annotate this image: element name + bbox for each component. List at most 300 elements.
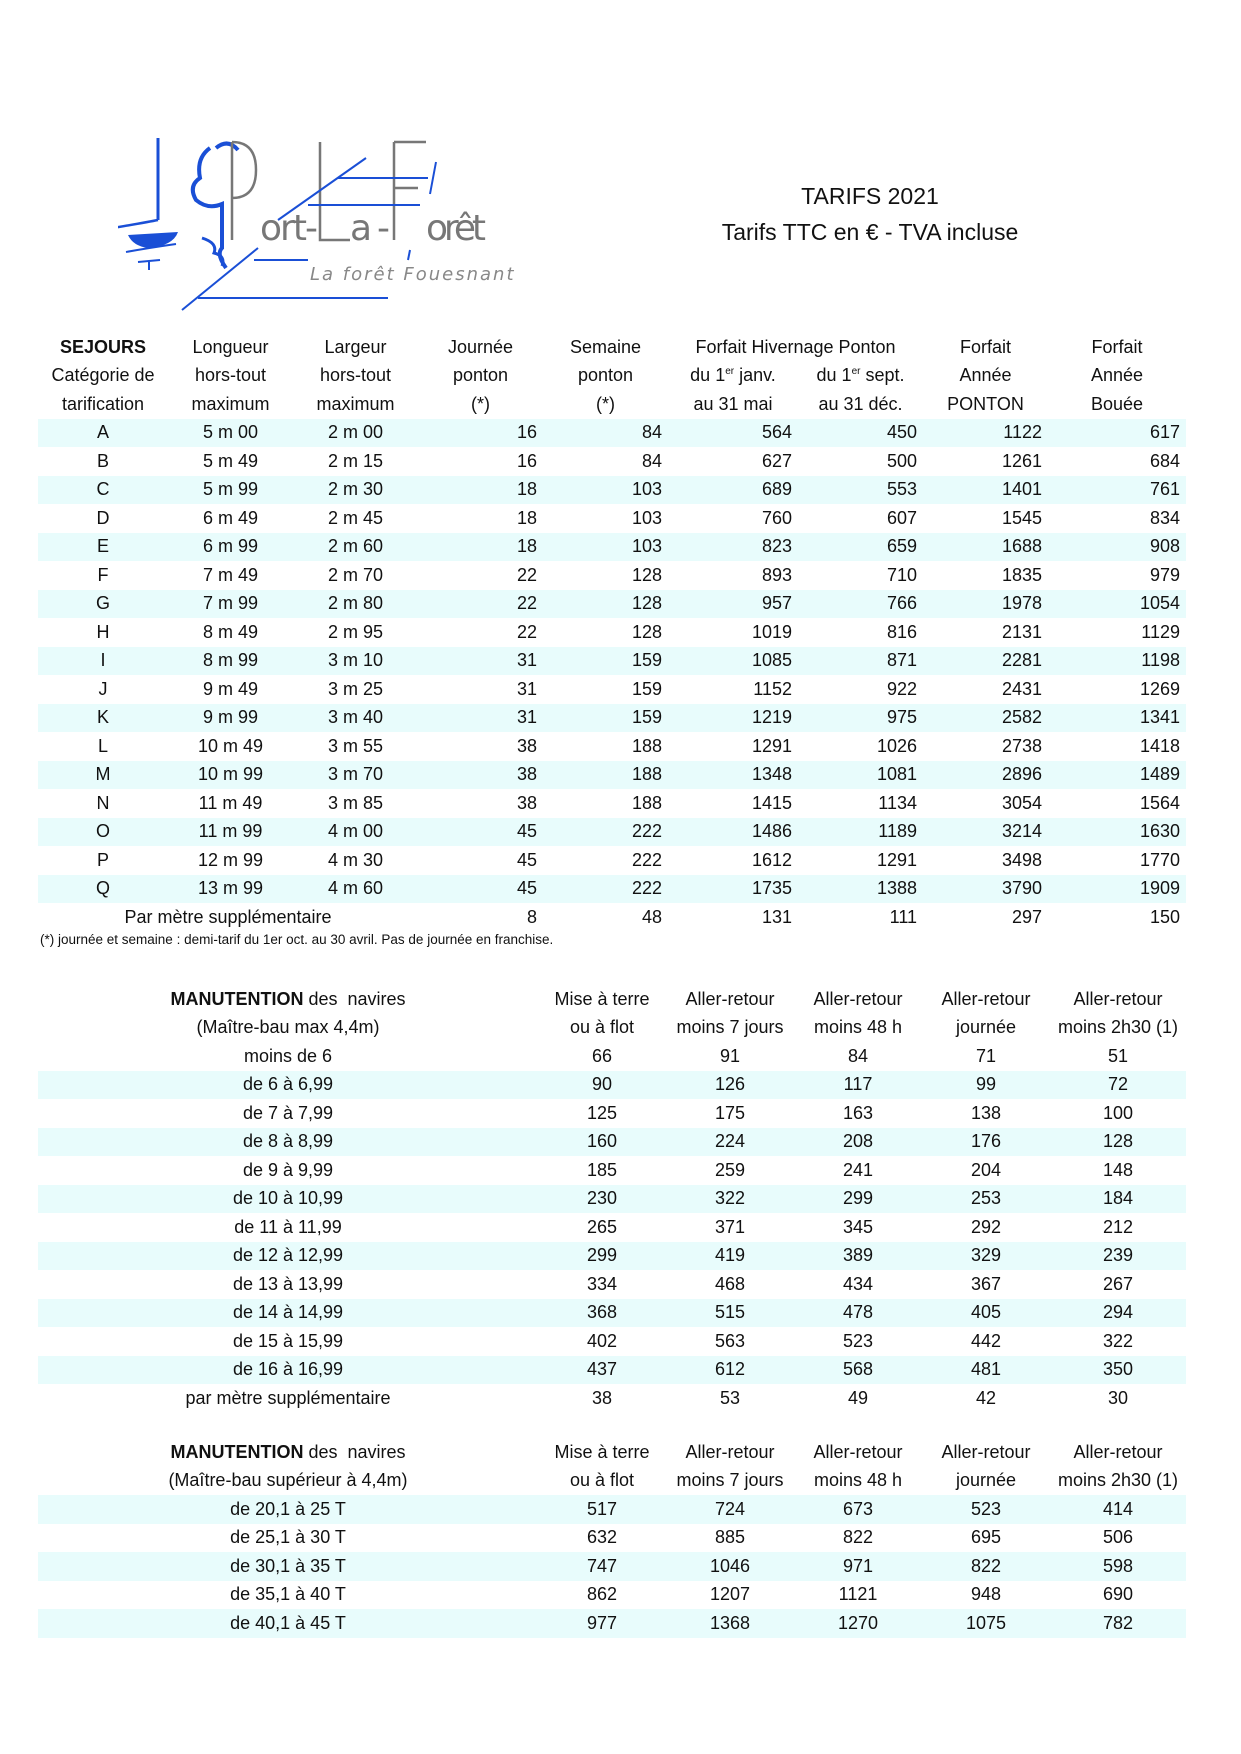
value-cell: 222 <box>543 875 668 904</box>
value-cell: 612 <box>666 1356 794 1385</box>
value-cell: 38 <box>418 761 543 790</box>
table-row <box>38 675 1186 704</box>
value-cell: 517 <box>538 1495 666 1524</box>
value-cell: 128 <box>631 621 662 642</box>
page-title: TARIFS 2021 <box>801 183 939 209</box>
manutention-sup-header <box>38 1438 1186 1495</box>
value-cell: 1770 <box>1139 849 1181 870</box>
value-cell: 159 <box>631 678 662 699</box>
col-header: Aller-retour <box>941 1441 1031 1462</box>
value-cell: 1489 <box>1048 761 1186 790</box>
title-rest: des navires <box>303 1441 406 1462</box>
value-cell: 297 <box>1011 906 1043 927</box>
value-cell: 822 <box>842 1527 874 1548</box>
value-cell: 22 <box>418 590 543 619</box>
header-cat: tarification <box>61 393 145 414</box>
table-row <box>38 1356 1186 1385</box>
value-cell: 1207 <box>709 1584 751 1605</box>
value-cell: 222 <box>631 849 662 870</box>
value-cell: 322 <box>1102 1330 1134 1351</box>
table-row <box>38 447 1186 476</box>
value-cell: 684 <box>1149 450 1181 471</box>
value-cell: 1198 <box>1048 647 1186 676</box>
value-cell: 761 <box>1048 476 1186 505</box>
value-cell: 3 m 10 <box>293 647 418 676</box>
value-cell: 2 m 60 <box>293 533 418 562</box>
value-cell: 90 <box>538 1071 666 1100</box>
table-row <box>38 1213 1186 1242</box>
value-cell: 1688 <box>923 533 1048 562</box>
value-cell: 150 <box>1149 906 1181 927</box>
value-cell: 188 <box>631 735 662 756</box>
header-cat: Catégorie de <box>51 365 155 386</box>
value-cell: 345 <box>842 1216 874 1237</box>
value-cell: 834 <box>1149 507 1181 528</box>
table-row <box>38 1242 1186 1271</box>
range-cell: de 30,1 à 35 T <box>38 1552 538 1581</box>
value-cell: 598 <box>1050 1552 1186 1581</box>
value-cell: 367 <box>970 1273 1002 1294</box>
value-cell: 12 m 99 <box>197 849 264 870</box>
value-cell: 1219 <box>668 704 798 733</box>
header-annee-ponton: Forfait <box>960 336 1012 357</box>
col-header: Aller-retour <box>1073 988 1163 1009</box>
header-cat: SEJOURS <box>59 336 147 357</box>
manutention-max-body <box>38 1042 1186 1413</box>
manutention-max-table <box>38 985 1186 1413</box>
value-cell: 957 <box>668 590 798 619</box>
table-row <box>38 618 1186 647</box>
value-cell: 6 m 99 <box>168 533 293 562</box>
range-cell: de 8 à 8,99 <box>38 1128 538 1157</box>
value-cell: 1291 <box>751 735 792 756</box>
value-cell: 2 m 15 <box>327 450 384 471</box>
category-cell: P <box>96 849 109 870</box>
manutention-sup-body <box>38 1495 1186 1638</box>
value-cell: 72 <box>1050 1071 1186 1100</box>
col-header: journée <box>955 1017 1017 1038</box>
table-row <box>38 476 1186 505</box>
header-annee-ponton: Année <box>959 365 1012 386</box>
table-row <box>38 818 1186 847</box>
header-journee: (*) <box>471 393 490 414</box>
value-cell: 1368 <box>666 1609 794 1638</box>
value-cell: 1388 <box>798 875 923 904</box>
sejours-body <box>38 419 1186 932</box>
title-bold: MANUTENTION <box>170 1441 304 1462</box>
value-cell: 48 <box>641 906 662 927</box>
header-longueur: hors-tout <box>194 365 267 386</box>
range-cell: de 40,1 à 45 T <box>38 1609 538 1638</box>
value-cell: 1075 <box>922 1609 1050 1638</box>
value-cell: 224 <box>666 1128 794 1157</box>
title-bold: MANUTENTION <box>170 988 304 1009</box>
value-cell: 8 m 99 <box>168 647 293 676</box>
range-cell: de 20,1 à 25 T <box>38 1495 538 1524</box>
value-cell: 2131 <box>1001 621 1043 642</box>
sejours-header <box>38 333 1186 419</box>
value-cell: 1134 <box>878 792 918 813</box>
value-cell: 481 <box>922 1356 1050 1385</box>
table-row <box>38 647 1186 676</box>
value-cell: 1545 <box>1001 507 1043 528</box>
value-cell: 128 <box>1050 1128 1186 1157</box>
text: du 1 <box>816 365 852 386</box>
value-cell: 66 <box>591 1045 613 1066</box>
header-hiv-janv: au 31 mai <box>693 393 773 414</box>
value-cell: 3 m 55 <box>327 735 384 756</box>
value-cell: 148 <box>1102 1159 1134 1180</box>
value-cell: 6 m 49 <box>202 507 259 528</box>
logo-graphic-icon <box>118 128 558 323</box>
value-cell: 100 <box>1102 1102 1134 1123</box>
value-cell: 259 <box>714 1159 746 1180</box>
value-cell: 84 <box>847 1045 869 1066</box>
value-cell: 1261 <box>1001 450 1043 471</box>
value-cell: 893 <box>761 564 792 585</box>
value-cell: 1085 <box>668 647 798 676</box>
value-cell: 1129 <box>1141 621 1181 642</box>
value-cell: 1978 <box>923 590 1048 619</box>
value-cell: 816 <box>886 621 918 642</box>
value-cell: 2281 <box>923 647 1048 676</box>
value-cell: 908 <box>1048 533 1186 562</box>
value-cell: 299 <box>794 1185 922 1214</box>
value-cell: 627 <box>761 450 792 471</box>
header-semaine: Semaine <box>569 336 642 357</box>
value-cell: 885 <box>714 1527 746 1548</box>
value-cell: 3498 <box>1001 849 1043 870</box>
value-cell: 2582 <box>923 704 1048 733</box>
value-cell: 922 <box>886 678 918 699</box>
table-row <box>38 1384 1186 1413</box>
sejours-footnote: (*) journée et semaine : demi-tarif du 1er oct. au 30 avril. Pas de journée en franchise. <box>40 932 554 947</box>
category-cell: J <box>98 678 108 699</box>
value-cell: 103 <box>543 476 668 505</box>
value-cell: 31 <box>418 704 543 733</box>
value-cell: 38 <box>516 735 537 756</box>
value-cell: 230 <box>538 1185 666 1214</box>
value-cell: 212 <box>1102 1216 1134 1237</box>
value-cell: 117 <box>794 1071 922 1100</box>
value-cell: 442 <box>970 1330 1002 1351</box>
value-cell: 22 <box>516 621 537 642</box>
category-cell: M <box>38 761 168 790</box>
value-cell: 299 <box>538 1242 666 1271</box>
value-cell: 2431 <box>1001 678 1043 699</box>
range-cell: de 25,1 à 30 T <box>230 1527 346 1548</box>
value-cell: 1401 <box>923 476 1048 505</box>
value-cell: 16 <box>516 450 537 471</box>
col-header: Aller-retour <box>941 988 1031 1009</box>
table-row <box>38 1128 1186 1157</box>
table-row <box>38 504 1186 533</box>
table-row <box>38 732 1186 761</box>
range-cell: de 14 à 14,99 <box>38 1299 538 1328</box>
header-hiv-sept: au 31 déc. <box>818 393 903 414</box>
value-cell: 689 <box>668 476 798 505</box>
value-cell: 253 <box>922 1185 1050 1214</box>
value-cell: 49 <box>847 1387 869 1408</box>
value-cell: 760 <box>761 507 792 528</box>
value-cell: 84 <box>641 450 662 471</box>
header-annee-ponton: PONTON <box>947 393 1024 414</box>
header-hivernage: Forfait Hivernage Ponton <box>695 336 896 357</box>
manutention-subtitle: (Maître-bau supérieur à 4,4m) <box>168 1470 408 1491</box>
value-cell: 2896 <box>923 761 1048 790</box>
value-cell: 45 <box>516 849 537 870</box>
category-cell: H <box>96 621 110 642</box>
value-cell: 7 m 99 <box>168 590 293 619</box>
value-cell: 18 <box>516 507 537 528</box>
value-cell: 91 <box>719 1045 741 1066</box>
table-row <box>38 761 1186 790</box>
table-row <box>38 846 1186 875</box>
range-cell: de 6 à 6,99 <box>38 1071 538 1100</box>
col-header: moins 7 jours <box>676 1017 784 1038</box>
value-cell: 1054 <box>1048 590 1186 619</box>
value-cell: 188 <box>631 792 662 813</box>
header-largeur: Largeur <box>324 336 387 357</box>
range-cell: de 7 à 7,99 <box>242 1102 334 1123</box>
value-cell: 5 m 00 <box>168 419 293 448</box>
value-cell: 160 <box>538 1128 666 1157</box>
svg-text:orêt: orêt <box>426 208 486 249</box>
value-cell: 948 <box>970 1584 1002 1605</box>
col-header: Aller-retour <box>813 988 903 1009</box>
value-cell: 1291 <box>876 849 918 870</box>
value-cell: 975 <box>798 704 923 733</box>
table-row <box>38 1042 1186 1071</box>
value-cell: 38 <box>516 792 537 813</box>
value-cell: 4 m 30 <box>327 849 384 870</box>
value-cell: 329 <box>922 1242 1050 1271</box>
value-cell: 45 <box>418 818 543 847</box>
header-hiv-sept <box>798 362 923 391</box>
value-cell: 1270 <box>794 1609 922 1638</box>
value-cell: 222 <box>543 818 668 847</box>
range-cell: de 13 à 13,99 <box>232 1273 344 1294</box>
title-rest: des navires <box>303 988 406 1009</box>
value-cell: 131 <box>761 906 792 927</box>
value-cell: 126 <box>666 1071 794 1100</box>
superscript: er <box>851 366 861 378</box>
value-cell: 3 m 85 <box>327 792 384 813</box>
value-cell: 322 <box>666 1185 794 1214</box>
value-cell: 2 m 00 <box>293 419 418 448</box>
value-cell: 3 m 70 <box>293 761 418 790</box>
value-cell: 568 <box>794 1356 922 1385</box>
category-cell: D <box>96 507 110 528</box>
value-cell: 11 m 49 <box>198 792 263 813</box>
port-la-foret-logo <box>118 128 558 323</box>
value-cell: 51 <box>1107 1045 1129 1066</box>
table-row <box>38 1071 1186 1100</box>
svg-text:ort-: ort- <box>260 208 318 249</box>
value-cell: 747 <box>538 1552 666 1581</box>
value-cell: 4 m 60 <box>293 875 418 904</box>
table-row <box>38 1099 1186 1128</box>
value-cell: 673 <box>794 1495 922 1524</box>
header-hiv-janv <box>668 362 798 391</box>
value-cell: 265 <box>586 1216 618 1237</box>
table-row <box>38 1156 1186 1185</box>
value-cell: 500 <box>886 450 918 471</box>
value-cell: 294 <box>1050 1299 1186 1328</box>
value-cell: 159 <box>543 647 668 676</box>
col-header: journée <box>955 1470 1017 1491</box>
table-row <box>38 704 1186 733</box>
value-cell: 128 <box>631 564 662 585</box>
value-cell: 84 <box>543 419 668 448</box>
value-cell: 1415 <box>751 792 792 813</box>
header-longueur: Longueur <box>192 336 269 357</box>
value-cell: 5 m 49 <box>202 450 259 471</box>
value-cell: 690 <box>1102 1584 1134 1605</box>
category-cell: O <box>38 818 168 847</box>
value-cell: 7 m 49 <box>202 564 259 585</box>
value-cell: 185 <box>586 1159 618 1180</box>
value-cell: 2738 <box>1001 735 1043 756</box>
page-subtitle: Tarifs TTC en € - TVA incluse <box>721 219 1019 245</box>
value-cell: 4 m 00 <box>293 818 418 847</box>
value-cell: 8 m 49 <box>202 621 259 642</box>
range-cell: de 15 à 15,99 <box>232 1330 344 1351</box>
value-cell: 8 <box>526 906 537 927</box>
value-cell: 128 <box>543 590 668 619</box>
range-cell: moins de 6 <box>243 1045 333 1066</box>
title-block <box>690 178 1050 250</box>
category-cell: E <box>38 533 168 562</box>
value-cell: 99 <box>922 1071 1050 1100</box>
value-cell: 22 <box>516 564 537 585</box>
value-cell: 111 <box>889 906 918 927</box>
value-cell: 1121 <box>838 1584 878 1605</box>
manutention-max-header <box>38 985 1186 1042</box>
value-cell: 553 <box>798 476 923 505</box>
header-journee: Journée <box>447 336 514 357</box>
value-cell: 138 <box>970 1102 1002 1123</box>
table-row <box>38 1609 1186 1638</box>
value-cell: 1612 <box>751 849 792 870</box>
value-cell: 1122 <box>923 419 1048 448</box>
value-cell: 350 <box>1050 1356 1186 1385</box>
value-cell: 659 <box>798 533 923 562</box>
value-cell: 419 <box>666 1242 794 1271</box>
table-row <box>38 1495 1186 1524</box>
range-cell: de 12 à 12,99 <box>38 1242 538 1271</box>
header-semaine: (*) <box>596 393 615 414</box>
value-cell: 1418 <box>1139 735 1181 756</box>
value-cell: 267 <box>1102 1273 1134 1294</box>
value-cell: 3214 <box>923 818 1048 847</box>
manutention-sup-table <box>38 1438 1186 1638</box>
category-cell: B <box>96 450 109 471</box>
value-cell: 3054 <box>1001 792 1043 813</box>
col-header: moins 7 jours <box>676 1470 784 1491</box>
value-cell: 184 <box>1050 1185 1186 1214</box>
value-cell: 10 m 49 <box>197 735 264 756</box>
category-cell: L <box>97 735 108 756</box>
value-cell: 1348 <box>668 761 798 790</box>
col-header: ou à flot <box>569 1017 635 1038</box>
value-cell: 1909 <box>1048 875 1186 904</box>
value-cell: 18 <box>418 533 543 562</box>
value-cell: 977 <box>538 1609 666 1638</box>
value-cell: 159 <box>543 704 668 733</box>
table-row <box>38 875 1186 904</box>
value-cell: 371 <box>714 1216 746 1237</box>
value-cell: 782 <box>1050 1609 1186 1638</box>
category-cell: A <box>38 419 168 448</box>
range-cell: de 16 à 16,99 <box>38 1356 538 1385</box>
extra-meter-label: Par mètre supplémentaire <box>124 906 332 927</box>
table-row <box>38 1270 1186 1299</box>
value-cell: 822 <box>922 1552 1050 1581</box>
value-cell: 563 <box>714 1330 746 1351</box>
value-cell: 724 <box>666 1495 794 1524</box>
header-largeur: maximum <box>316 393 395 414</box>
value-cell: 30 <box>1107 1387 1129 1408</box>
table-row <box>38 419 1186 448</box>
value-cell: 10 m 99 <box>168 761 293 790</box>
value-cell: 478 <box>794 1299 922 1328</box>
value-cell: 389 <box>794 1242 922 1271</box>
value-cell: 71 <box>975 1045 997 1066</box>
value-cell: 208 <box>794 1128 922 1157</box>
value-cell: 766 <box>798 590 923 619</box>
value-cell: 402 <box>586 1330 618 1351</box>
table-row <box>38 1185 1186 1214</box>
value-cell: 53 <box>719 1387 741 1408</box>
col-header: moins 2h30 (1) <box>1057 1017 1179 1038</box>
value-cell: 862 <box>586 1584 618 1605</box>
value-cell: 1735 <box>668 875 798 904</box>
value-cell: 1189 <box>798 818 923 847</box>
header-longueur: maximum <box>191 393 270 414</box>
value-cell: 2 m 45 <box>327 507 384 528</box>
col-header: Aller-retour <box>813 1441 903 1462</box>
manutention-title <box>38 1438 538 1467</box>
value-cell: 2 m 30 <box>293 476 418 505</box>
table-row <box>38 1524 1186 1553</box>
value-cell: 292 <box>970 1216 1002 1237</box>
header-annee-bouee: Bouée <box>1090 393 1144 414</box>
value-cell: 16 <box>418 419 543 448</box>
value-cell: 42 <box>975 1387 997 1408</box>
value-cell: 468 <box>714 1273 746 1294</box>
table-row <box>38 590 1186 619</box>
value-cell: 125 <box>586 1102 618 1123</box>
value-cell: 3 m 40 <box>293 704 418 733</box>
value-cell: 434 <box>842 1273 874 1294</box>
table-row <box>38 1327 1186 1356</box>
header-annee-bouee: Année <box>1090 365 1144 386</box>
value-cell: 13 m 99 <box>168 875 293 904</box>
value-cell: 617 <box>1048 419 1186 448</box>
col-header: Aller-retour <box>685 988 775 1009</box>
table-row <box>38 533 1186 562</box>
value-cell: 1152 <box>753 678 792 699</box>
col-header: moins 48 h <box>813 1017 903 1038</box>
value-cell: 1026 <box>876 735 918 756</box>
range-cell: de 11 à 11,99 <box>234 1216 342 1237</box>
value-cell: 979 <box>1149 564 1181 585</box>
value-cell: 18 <box>418 476 543 505</box>
header-annee-bouee: Forfait <box>1091 336 1143 357</box>
category-cell: F <box>97 564 109 585</box>
value-cell: 871 <box>798 647 923 676</box>
